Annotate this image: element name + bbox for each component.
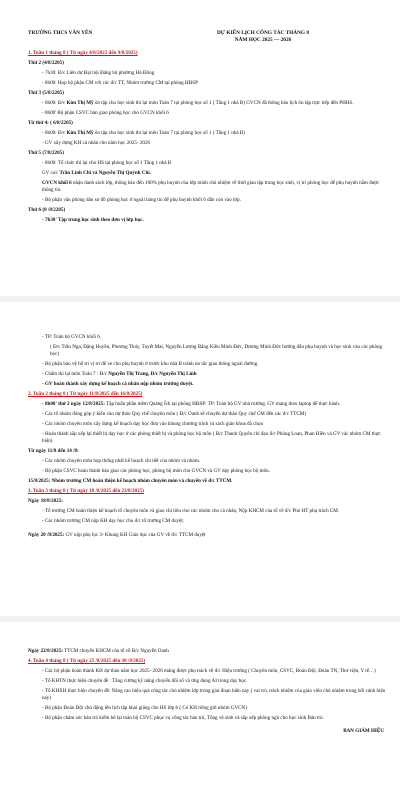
schedule-item: - TP: Toàn bộ GVCN khối 6. xyxy=(42,334,102,340)
schedule-item: - Bộ phận bảo vệ bố trí vị trí để xe cho phụ huynh ở trước khu nhà B tránh ùn tắc giao thông ngoài đường. xyxy=(42,361,259,367)
schedule-item: - Các nhóm trưởng CM nộp KH dạy học cho đ/c tổ trưởng CM duyệt. xyxy=(42,518,185,524)
day-heading: Thứ 2 (4/8/2205) xyxy=(28,60,64,66)
schedule-item: - 8h00: Họp bộ phận CM với các đ/c TT, Nhóm trưởng CM tại phòng HĐSP xyxy=(42,80,198,86)
day-heading: Thứ 6 (8 /8/2205) xyxy=(28,207,66,213)
day-heading: Từ ngày 11/8 đến 14 /8: xyxy=(28,448,79,454)
schedule-item: - Bộ phận văn phòng dán sơ đồ phòng học ở ngoài bảng tin để phụ huynh khối 6 dẫn con vào lớp. xyxy=(42,197,241,203)
schedule-item: - Bộ phận Đoàn Đội chủ động lên lịch tập khai giảng cho HS lớp 6 ( Có KH riêng gửi nhóm GVCN) xyxy=(42,705,247,711)
schedule-item: - Hoàn thành sắp xếp lại thiết bị dạy học ở các phòng thiết bị và phòng học bộ môn ( Đ/c Thanh Quyên chỉ đạo đ/c Phùng Loan, Phan Hiền và GV các nhóm CM thực hiện) xyxy=(42,431,381,444)
document-page-2 xyxy=(0,302,400,616)
schedule-item: - Tổ trưởng CM hoàn thiện kế hoạch tổ chuyên môn và giao chỉ tiêu cho các nhóm cho cá nhân, Nộp KHCM của tổ về đ/c Phó HT phụ trách CM. xyxy=(42,508,340,514)
document-header xyxy=(28,30,386,50)
document-page-3 xyxy=(0,622,400,802)
schedule-item: - Chấm thi lại môn Toán 7 : Đ/c Nguyễn Thị Trang, Đ/c Nguyễn Thị Linh xyxy=(42,371,197,377)
school-name: TRƯỜNG THCS VÂN YÊN xyxy=(28,30,93,36)
schedule-item: ( Đ/c Trần Nga, Đặng Huyền, Phương Thúy, Tuyết Mai, Nguyễn Lương Bằng Kiều Minh Đức, Dương Minh Đức hướng dẫn phụ huynh và học sinh vào các phòng học) xyxy=(50,344,383,357)
schedule-item: - Các nhóm chuyên môn xây dựng kế hoạch dạy học đưa vào khung chương trình và sách giáo khoa đã chọn xyxy=(42,421,264,427)
day-heading: Ngày 18/8/2025: xyxy=(28,498,63,504)
schedule-item: - Bộ phận CSVC hoàn thành bàn giao các phòng học, phòng bộ môn cho GVCN và GV dạy phòng học bộ môn. xyxy=(42,468,270,474)
schedule-item: - 8h00: Đ/c Kim Thị Mỹ ôn tập cho học sinh thi lại môn Toán 7 tại phòng học số 1 ( Tầng 1 nhà B) xyxy=(42,130,245,136)
schedule-item: - Tổ KHTN thực hiện chuyên đề : Tăng cường kỹ năng chuyển đổi số và ứng dụng AI trong dạy học. xyxy=(42,678,248,684)
document-title: DỰ KIẾN LỊCH CÔNG TÁC THÁNG 8 NĂM HỌC 2025 — 2026 xyxy=(216,30,310,43)
schedule-item: - Bộ phận chăm sóc bàn trò kiểm kê lại toàn bộ CSVC phục vụ công tác bán trú, Tổng vệ sinh và sắp xếp phòng ngủ cho học sinh Bán trú. xyxy=(42,715,324,721)
week-1-heading: 1. Tuần 1 tháng 8 ( Từ ngày 4/8/2025 đến 9/8/2025) xyxy=(28,50,138,56)
schedule-item: - 8h00' thứ 2 ngày 12/8/2025: Tập huấn phần mềm Quảng Ích tại phòng HĐSP: TP: Toàn bộ GV nhà trường. GV mang theo laptop để thực hành. xyxy=(42,401,341,407)
day-heading: Thứ 5 (7/8/2205) xyxy=(28,150,64,156)
week-2-heading: 2. Tuần 2 tháng 8 ( Từ ngày 11/8/2025 đến 16/8/2025) xyxy=(28,391,143,397)
day-heading: Từ thứ 4: ( 6/8/2205) xyxy=(28,120,73,126)
schedule-item: - Các nhóm chuyên môn họp thống nhất kế hoạch chi tiết của nhóm và nhóm. xyxy=(42,458,201,464)
schedule-item: - GV xây dựng KH cá nhân cho năm học 2025- 2026 xyxy=(42,140,151,146)
schedule-item: - Các bộ phận hoàn thành KH dự thảo năm học 2025- 2026 mảng được phụ trách về đ/c Hiệu trưởng ( Chuyên môn, CSVC, Đoàn Đội, Đoàn TN, Thư viện, Y tế…) xyxy=(42,668,376,674)
week-3-heading: 3. Tuần 3 tháng 8 ( Từ ngày 18 /8/2025 đến 23/8/2025) xyxy=(28,488,144,494)
schedule-item: 15/8/2025: Nhóm trưởng CM hoàn thiện kế hoạch nhóm chuyên môn và chuyển về đ/c TTCM. xyxy=(28,478,233,484)
schedule-item: - 8h00: Đ/c Kim Thị Mỹ ôn tập cho học sinh thi lại môn Toán 7 tại phòng học số 1 ( Tầng 1 nhà B) GVCN đã thông báo lịch ôn tập trực tiếp đến PHHS. xyxy=(42,100,354,106)
day-heading: Thứ 3 (5/8/2205) xyxy=(28,90,64,96)
schedule-item: - 8h00' Bộ phận CSVC bàn giao phòng học cho GVCN khối 6 xyxy=(42,110,169,116)
signature-block: BAN GIÁM HIỆU xyxy=(343,728,384,734)
schedule-item: - 7h30: Đ/c Liên dự Đại hội Đảng bộ phường Hà Đông xyxy=(42,70,155,76)
week-4-heading: 4. Tuần 4 tháng 8 ( Từ ngày 25 /8/2025 đến 30 /8/2025) xyxy=(28,658,146,664)
schedule-item: - Các tổ nhóm đóng góp ý kiến vào dự thảo Quy chế chuyên môn ( Đ/c Oanh sẽ chuyển dự thảo Quy chế CM đến các đ/c TTCM) xyxy=(42,411,307,417)
document-page-1 xyxy=(0,0,400,296)
schedule-item: - GV hoàn thành xây dựng kế hoạch cá nhân nộp nhóm trưởng duyệt. xyxy=(42,381,194,387)
schedule-item: - 7h30' Tập trung học sinh theo đơn vị lớp học. xyxy=(42,217,144,223)
schedule-item: - Tổ KHXH thực hiện chuyên đề: Nâng cao hiệu quả công tác chủ nhiệm lớp trong giai đoạn hiện nay ( vai trò, trách nhiệm của giáo viên chủ nhiệm trong bối cảnh hiện nay) xyxy=(42,688,386,701)
schedule-item: GVCN khối 6 nhận danh sách lớp, thông báo đến 100% phụ huynh của lớp mình chủ nhiệm về thời gian tập trung học sinh, vị trí phòng học để phụ huynh nắm được thông tin. xyxy=(42,180,380,193)
schedule-item: - 8h00: Tổ chức thi lại cho HS tại phòng học số 1 Tầng 1 nhà B xyxy=(42,160,172,166)
schedule-item: Ngày 20 /8/2025: GV nộp phụ lục 3- Khung KH Giáo dục của GV về đ/c TTCM duyệt xyxy=(28,532,206,538)
schedule-item: GV coi: Trần Linh Chi và Nguyễn Thị Quỳnh Chi. xyxy=(42,170,151,176)
schedule-item: Ngày 22/8/2025: TTCM chuyển KHCM của tổ về Đ/c Nguyễn Oanh xyxy=(28,648,169,654)
